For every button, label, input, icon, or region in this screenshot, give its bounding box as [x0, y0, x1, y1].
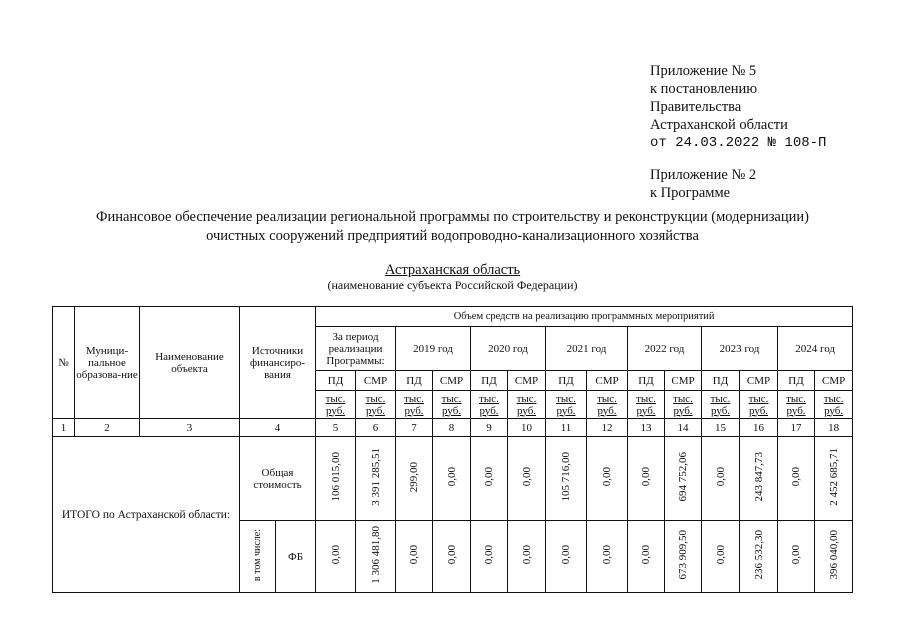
value-cell	[628, 437, 665, 521]
value-cell	[316, 521, 356, 593]
header-year: 2020 год	[471, 327, 546, 371]
including-cell	[240, 521, 276, 593]
source-fb: ФБ	[276, 521, 316, 593]
column-number: 14	[665, 419, 702, 437]
header-unit: тыс. руб.	[356, 391, 396, 419]
header-year: 2019 год	[396, 327, 471, 371]
value-cell	[396, 521, 433, 593]
value-text: 694 752,06	[677, 452, 690, 502]
value-cell	[433, 521, 471, 593]
header-pd: ПД	[471, 371, 508, 391]
appendix-line: Правительства	[650, 99, 742, 115]
value-cell	[471, 521, 508, 593]
header-smr: СМР	[815, 371, 853, 391]
value-cell	[628, 521, 665, 593]
value-cell	[508, 437, 546, 521]
header-period: За период реализации Программы:	[316, 327, 396, 371]
header-unit: тыс. руб.	[740, 391, 778, 419]
header-unit: тыс. руб.	[316, 391, 356, 419]
column-number: 16	[740, 419, 778, 437]
value-text: 673 909,50	[677, 530, 690, 580]
value-text: 0,00	[601, 467, 614, 487]
value-cell	[546, 437, 587, 521]
header-smr: СМР	[508, 371, 546, 391]
column-number: 15	[702, 419, 740, 437]
column-number: 12	[587, 419, 628, 437]
header-volume: Объем средств на реализацию программных мероприятий	[316, 307, 853, 327]
header-num: №	[53, 307, 75, 419]
header-unit: тыс. руб.	[815, 391, 853, 419]
region-subtitle: (наименование субъекта Российской Федерации)	[327, 278, 578, 292]
value-text: 0,00	[483, 545, 496, 565]
header-unit: тыс. руб.	[471, 391, 508, 419]
header-unit: тыс. руб.	[433, 391, 471, 419]
column-number: 9	[471, 419, 508, 437]
document-title	[0, 208, 905, 246]
value-cell	[740, 437, 778, 521]
value-cell	[665, 521, 702, 593]
value-text: 0,00	[329, 545, 342, 565]
column-number: 18	[815, 419, 853, 437]
value-text: 0,00	[714, 545, 727, 565]
header-year: 2024 год	[778, 327, 853, 371]
value-text: 0,00	[520, 545, 533, 565]
title-line-2: очистных сооружений предприятий водопроводно-канализационного хозяйства	[206, 228, 699, 244]
value-text: 396 040,00	[827, 530, 840, 580]
including-label: в том числе:	[251, 528, 263, 582]
value-cell	[778, 521, 815, 593]
column-number: 10	[508, 419, 546, 437]
value-cell	[471, 437, 508, 521]
column-number: 6	[356, 419, 396, 437]
appendix-line: Приложение № 2	[650, 167, 757, 183]
value-cell	[316, 437, 356, 521]
header-smr: СМР	[587, 371, 628, 391]
value-text: 0,00	[714, 467, 727, 487]
value-text: 0,00	[640, 467, 653, 487]
column-number: 11	[546, 419, 587, 437]
column-number: 3	[140, 419, 240, 437]
appendix-line: Приложение № 5	[650, 63, 757, 79]
value-cell	[815, 437, 853, 521]
column-number: 1	[53, 419, 75, 437]
value-text: 106 015,00	[329, 452, 342, 502]
header-pd: ПД	[396, 371, 433, 391]
header-smr: СМР	[356, 371, 396, 391]
header-unit: тыс. руб.	[508, 391, 546, 419]
column-number: 17	[778, 419, 815, 437]
value-cell	[587, 437, 628, 521]
column-number: 8	[433, 419, 471, 437]
header-year: 2021 год	[546, 327, 628, 371]
value-cell	[508, 521, 546, 593]
value-text: 0,00	[790, 545, 803, 565]
value-text: 236 532,30	[752, 530, 765, 580]
value-text: 2 452 685,71	[827, 448, 840, 506]
total-label: ИТОГО по Астраханской области:	[53, 437, 240, 593]
header-pd: ПД	[546, 371, 587, 391]
value-text: 0,00	[560, 545, 573, 565]
region-name: Астраханская область	[384, 262, 521, 278]
header-smr: СМР	[433, 371, 471, 391]
appendix-line: к постановлению	[650, 81, 758, 97]
value-cell	[778, 437, 815, 521]
value-cell	[815, 521, 853, 593]
header-object: Наименование объекта	[140, 307, 240, 419]
header-unit: тыс. руб.	[778, 391, 815, 419]
appendix-line: к Программе	[650, 185, 731, 201]
financing-table	[52, 306, 905, 593]
column-number: 7	[396, 419, 433, 437]
value-text: 0,00	[445, 467, 458, 487]
header-sources: Источники финансиро-вания	[240, 307, 316, 419]
appendix-block	[650, 62, 826, 202]
value-text: 3 391 285,51	[369, 448, 382, 506]
column-number: 2	[75, 419, 140, 437]
header-pd: ПД	[316, 371, 356, 391]
value-cell	[702, 437, 740, 521]
decree-date-number: от 24.03.2022 № 108-П	[650, 135, 827, 151]
value-cell	[433, 437, 471, 521]
header-year: 2022 год	[628, 327, 702, 371]
header-pd: ПД	[778, 371, 815, 391]
column-number: 13	[628, 419, 665, 437]
value-cell	[740, 521, 778, 593]
header-municipality: Муници-пальное образова-ние	[75, 307, 140, 419]
header-smr: СМР	[740, 371, 778, 391]
header-unit: тыс. руб.	[665, 391, 702, 419]
value-text: 0,00	[601, 545, 614, 565]
value-cell	[546, 521, 587, 593]
header-unit: тыс. руб.	[396, 391, 433, 419]
header-year: 2023 год	[702, 327, 778, 371]
source-total-cost: Общая стоимость	[240, 437, 316, 521]
value-text: 243 847,73	[752, 452, 765, 502]
value-cell	[396, 437, 433, 521]
header-unit: тыс. руб.	[587, 391, 628, 419]
column-number: 4	[240, 419, 316, 437]
value-text: 1 306 481,80	[369, 526, 382, 584]
header-unit: тыс. руб.	[702, 391, 740, 419]
value-text: 299,00	[408, 461, 421, 493]
value-text: 0,00	[520, 467, 533, 487]
region-block	[0, 262, 905, 293]
header-unit: тыс. руб.	[546, 391, 587, 419]
value-text: 0,00	[640, 545, 653, 565]
header-smr: СМР	[665, 371, 702, 391]
value-cell	[702, 521, 740, 593]
value-text: 105 716,00	[560, 452, 573, 502]
value-cell	[356, 521, 396, 593]
header-unit: тыс. руб.	[628, 391, 665, 419]
value-text: 0,00	[790, 467, 803, 487]
appendix-line: Астраханской области	[650, 117, 788, 133]
value-text: 0,00	[408, 545, 421, 565]
header-pd: ПД	[702, 371, 740, 391]
column-number: 5	[316, 419, 356, 437]
value-cell	[587, 521, 628, 593]
header-pd: ПД	[628, 371, 665, 391]
title-line-1: Финансовое обеспечение реализации региональной программы по строительству и реконструкции (модернизации)	[96, 209, 809, 225]
value-cell	[356, 437, 396, 521]
value-text: 0,00	[483, 467, 496, 487]
value-cell	[665, 437, 702, 521]
value-text: 0,00	[445, 545, 458, 565]
